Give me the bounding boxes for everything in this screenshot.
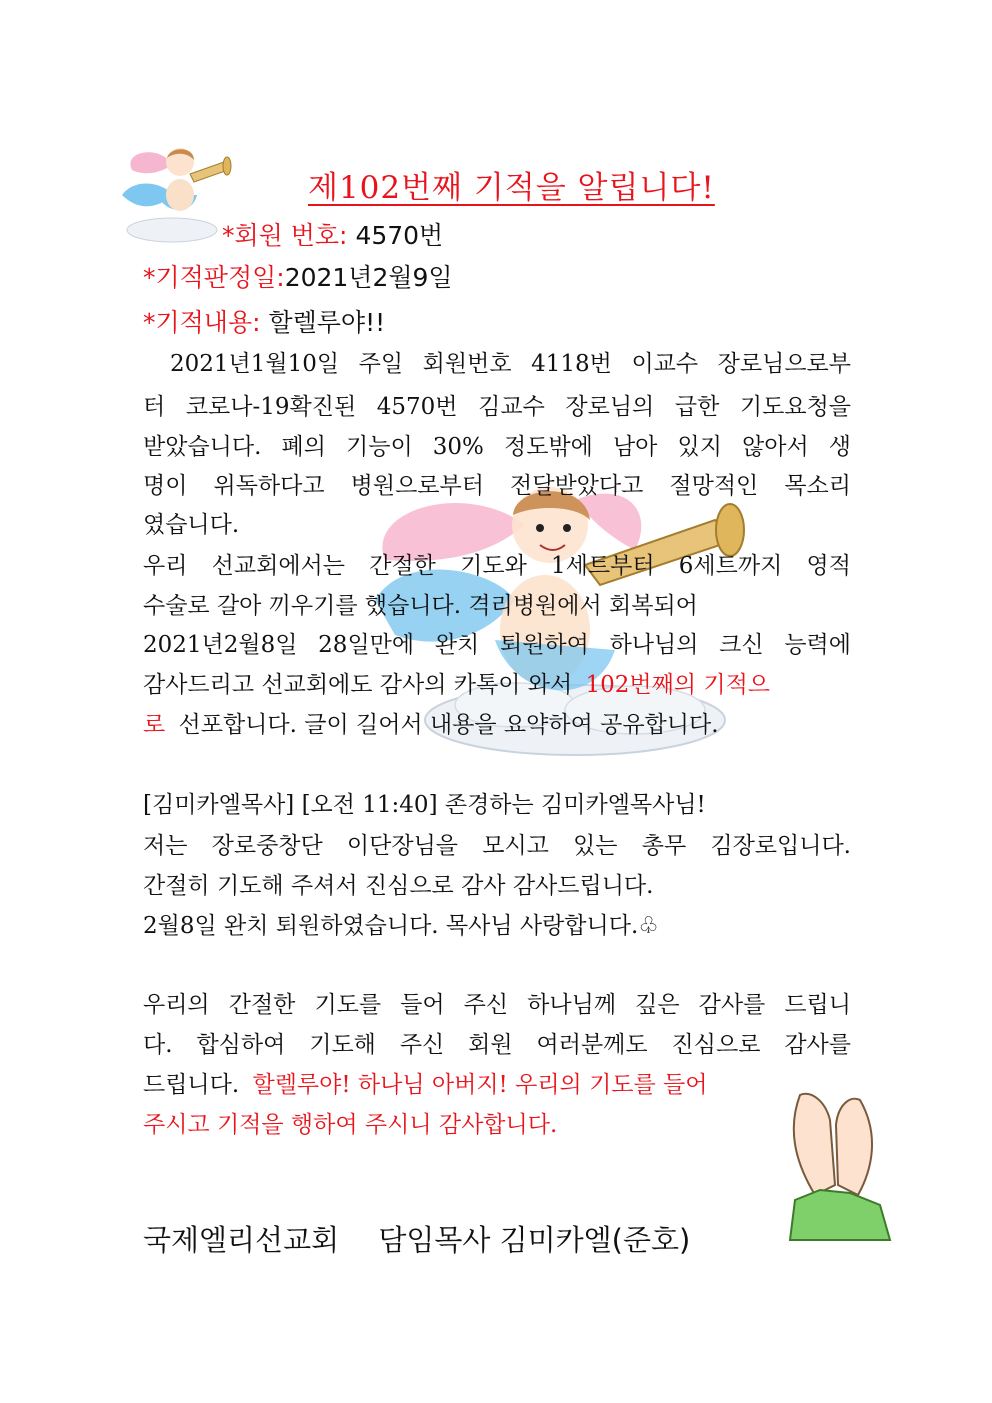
closing-line: 주시고 기적을 행하여 주시니 감사합니다.: [143, 1112, 558, 1138]
miracle-content-label: *기적내용:: [143, 308, 261, 337]
clover-icon: ♧: [638, 913, 659, 939]
miracle-content-row: [143, 303, 385, 339]
member-number-value: 4570번: [355, 221, 444, 250]
body-line: 2021년2월8일 28일만에 완치 퇴원하여 하나님의 크신 능력에: [143, 632, 851, 658]
organization-name: 국제엘리선교회: [143, 1223, 340, 1257]
body-line: 2021년1월10일 주일 회원번호 4118번 이교수 장로님으로부: [170, 351, 851, 377]
message-line: [143, 911, 851, 941]
closing-text: 드립니다.: [143, 1072, 240, 1098]
message-text: 2월8일 완치 퇴원하였습니다. 목사님 사랑합니다.: [143, 913, 639, 939]
message-line: [김미카엘목사] [오전 11:40] 존경하는 김미카엘목사님!: [143, 792, 706, 818]
miracle-date-label: *기적판정일:: [143, 263, 285, 292]
member-number-row: [222, 216, 443, 252]
message-line: 저는 장로중창단 이단장님을 모시고 있는 총무 김장로입니다.: [143, 833, 851, 859]
miracle-date-row: [143, 258, 453, 294]
body-line: [143, 670, 851, 700]
miracle-date-value: 2021년2월9일: [284, 263, 453, 292]
body-line: 받았습니다. 폐의 기능이 30% 정도밖에 남아 있지 않아서 생: [143, 434, 851, 460]
closing-line: 다. 합심하여 기도해 주신 회원 여러분께도 진심으로 감사를: [143, 1032, 851, 1058]
highlight-text: 102번째의 기적으: [585, 672, 771, 698]
pastor-signature: 담임목사 김미카엘(준호): [378, 1223, 691, 1257]
closing-line: [143, 1070, 851, 1100]
body-line: 였습니다.: [143, 512, 240, 538]
member-number-label: *회원 번호:: [222, 221, 348, 250]
miracle-content-value: 할렐루야!!: [268, 308, 386, 337]
body-line: 우리 선교회에서는 간절한 기도와 1세트부터 6세트까지 영적: [143, 553, 851, 579]
body-text: 선포합니다. 글이 길어서 내용을 요약하여 공유합니다.: [178, 712, 719, 738]
praying-hands-icon: [760, 1075, 910, 1245]
highlight-text: 할렐루야! 하나님 아버지! 우리의 기도를 들어: [252, 1072, 708, 1098]
signature-line: [143, 1218, 690, 1259]
body-line: 터 코로나-19확진된 4570번 김교수 장로님의 급한 기도요청을: [143, 394, 851, 420]
message-line: 간절히 기도해 주셔서 진심으로 감사 감사드립니다.: [143, 873, 654, 899]
body-line: [143, 710, 851, 740]
body-text: 감사드리고 선교회에도 감사의 카톡이 와서: [143, 672, 573, 698]
angel-trumpet-small-icon: [112, 140, 237, 245]
highlight-text: 로: [143, 712, 166, 738]
closing-line: 우리의 간절한 기도를 들어 주신 하나님께 깊은 감사를 드립니: [143, 992, 851, 1018]
body-line: 수술로 갈아 끼우기를 했습니다. 격리병원에서 회복되어: [143, 593, 698, 619]
page-title: 제102번째 기적을 알립니다!: [308, 170, 715, 206]
body-line: 명이 위독하다고 병원으로부터 전달받았다고 절망적인 목소리: [143, 473, 851, 499]
